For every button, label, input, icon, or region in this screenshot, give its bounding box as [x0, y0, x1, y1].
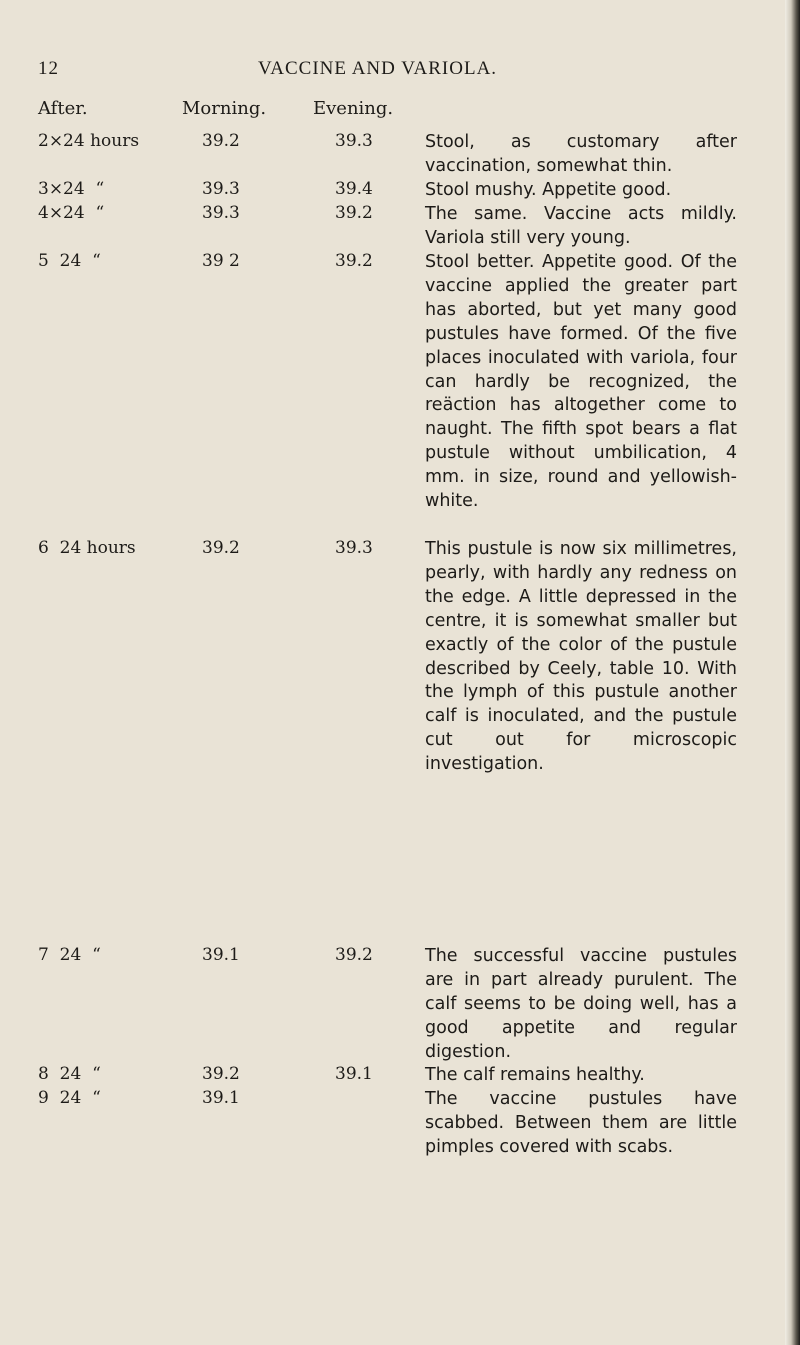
remark-text: This pustule is now six millimetres, pearly, with hardly any redness on the edge. A little depressed in the centre, it is somewhat smaller but exactly of the color of the pustule described by Ceely, table 10. With the lymph of this pustule another calf is inoculated, and the pustule cut out for microscopic investigation.	[425, 539, 737, 775]
evening-temp: 39.2	[335, 945, 373, 965]
evening-temp: 39.2	[335, 203, 373, 223]
morning-temp: 39.1	[202, 1088, 240, 1108]
after-cell: 3×24 “	[38, 179, 105, 199]
morning-temp: 39 2	[202, 251, 240, 271]
after-cell: 6 24 hours	[38, 538, 136, 558]
evening-temp: 39.4	[335, 179, 373, 199]
evening-temp: 39.3	[335, 538, 373, 558]
morning-temp: 39.3	[202, 203, 240, 223]
evening-temp: 39.2	[335, 251, 373, 271]
column-header-after: After.	[38, 98, 88, 119]
morning-temp: 39.1	[202, 945, 240, 965]
morning-temp: 39.2	[202, 1064, 240, 1084]
after-cell: 8 24 “	[38, 1064, 101, 1084]
after-cell: 7 24 “	[38, 945, 101, 965]
column-header-evening: Evening.	[313, 98, 394, 119]
after-cell: 4×24 “	[38, 203, 105, 223]
morning-temp: 39.3	[202, 179, 240, 199]
remark-text: Stool better. Appetite good. Of the vaccine applied the greater part has aborted, but yet many good pustules have formed. Of the five places inoculated with variola, four can hardly be recognized, the reäction has altogether come to naught. The fifth spot bears a flat pustule without umbilication, 4 mm. in size, round and yellowish-white.	[425, 252, 737, 512]
page-edge-shadow	[785, 0, 800, 1345]
remark-text: Stool, as customary after vaccination, somewhat thin.	[425, 132, 737, 176]
running-title: VACCINE AND VARIOLA.	[258, 58, 498, 79]
evening-temp: 39.1	[335, 1064, 373, 1084]
remark-text: The calf remains healthy.	[425, 1065, 645, 1085]
remark-text: The vaccine pustules have scabbed. Between them are little pimples covered with scabs.	[425, 1089, 737, 1157]
remark-text: Stool mushy. Appetite good.	[425, 180, 672, 200]
morning-temp: 39.2	[202, 538, 240, 558]
after-cell: 5 24 “	[38, 251, 101, 271]
evening-temp: 39.3	[335, 131, 373, 151]
after-cell: 2×24 hours	[38, 131, 140, 151]
running-header	[0, 58, 785, 88]
column-header-morning: Morning.	[182, 98, 267, 119]
after-cell: 9 24 “	[38, 1088, 101, 1108]
page-number: 12	[38, 58, 59, 79]
remark-text: The successful vaccine pustules are in part already purulent. The calf seems to be doing well, has a good appetite and regular digestion.	[425, 946, 737, 1062]
remark-text: The same. Vaccine acts mildly. Variola still very young.	[425, 204, 737, 248]
morning-temp: 39.2	[202, 131, 240, 151]
